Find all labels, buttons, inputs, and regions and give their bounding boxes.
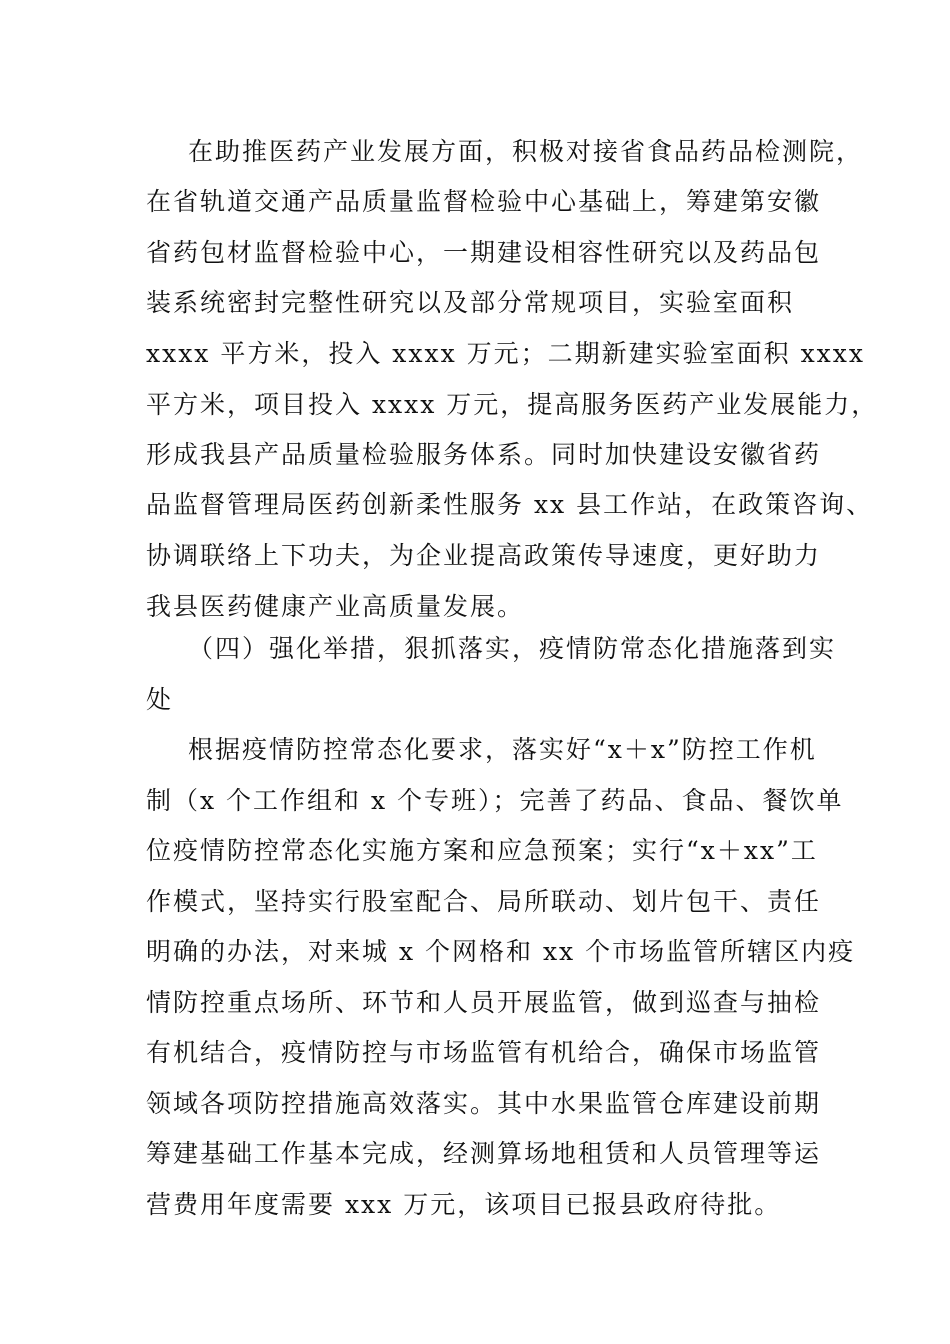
paragraph-line: xxxx 平方米，投入 xxxx 万元；二期新建实验室面积 xxxx	[146, 339, 865, 368]
paragraph-line: 省药包材监督检验中心，一期建设相容性研究以及药品包	[146, 238, 822, 267]
section-heading-continued: 处	[146, 685, 174, 714]
paragraph-line: 有机结合，疫情防控与市场监管有机给合，确保市场监管	[146, 1038, 822, 1067]
paragraph-line: 品监督管理局医药创新柔性服务 xx 县工作站，在政策咨询、	[146, 490, 874, 519]
paragraph-line: 明确的办法，对来城 x 个网格和 xx 个市场监管所辖区内疫	[146, 937, 856, 966]
paragraph-line: 领域各项防控措施高效落实。其中水果监管仓库建设前期	[146, 1089, 822, 1118]
paragraph-line: 营费用年度需要 xxx 万元，该项目已报县政府待批。	[146, 1190, 782, 1219]
paragraph-line: 我县医药健康产业高质量发展。	[146, 592, 525, 621]
paragraph-line: 装系统密封完整性研究以及部分常规项目，实验室面积	[146, 288, 795, 317]
paragraph-line: 协调联络上下功夫，为企业提高政策传导速度，更好助力	[146, 541, 822, 570]
paragraph-line: 根据疫情防控常态化要求，落实好“x＋x”防控工作机	[188, 735, 817, 764]
paragraph-line: 情防控重点场所、环节和人员开展监管，做到巡查与抽检	[146, 988, 822, 1017]
paragraph-line: 筹建基础工作基本完成，经测算场地租赁和人员管理等运	[146, 1139, 822, 1168]
paragraph-line: 平方米，项目投入 xxxx 万元，提高服务医药产业发展能力，	[146, 390, 879, 419]
paragraph-line: 制（x 个工作组和 x 个专班）；完善了药品、食品、餐饮单	[146, 786, 844, 815]
paragraph-line: 作模式，坚持实行股室配合、局所联动、划片包干、责任	[146, 887, 822, 916]
paragraph-line: 在省轨道交通产品质量监督检验中心基础上，筹建第安徽	[146, 187, 822, 216]
paragraph-line: 在助推医药产业发展方面，积极对接省食品药品检测院，	[188, 137, 864, 166]
paragraph-line: 位疫情防控常态化实施方案和应急预案；实行“x＋xx”工	[146, 836, 818, 865]
paragraph-line: 形成我县产品质量检验服务体系。同时加快建设安徽省药	[146, 440, 822, 469]
section-heading: （四）强化举措，狠抓落实，疫情防常态化措施落到实	[188, 634, 837, 663]
